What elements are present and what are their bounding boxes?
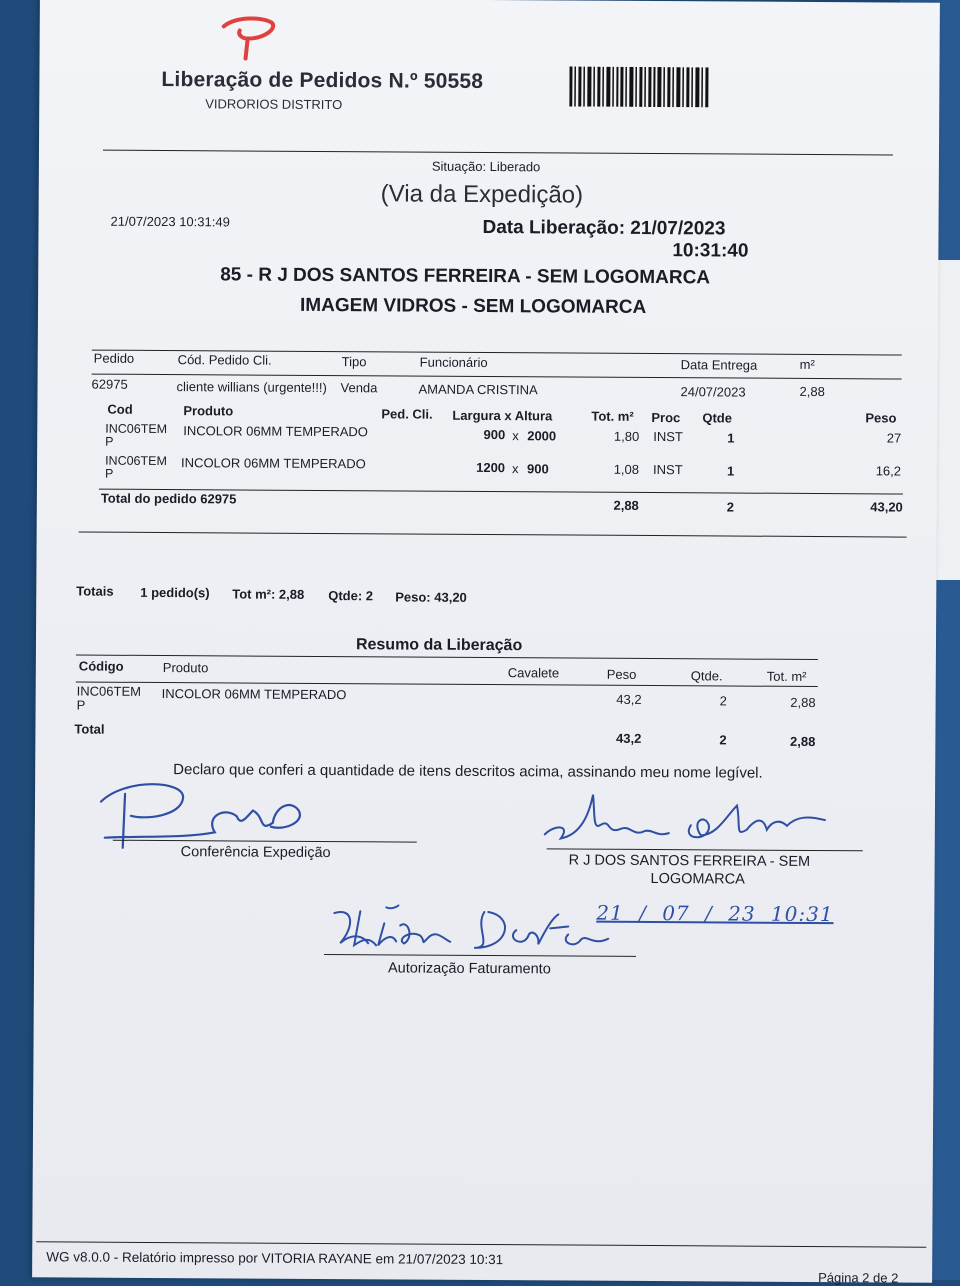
col-cod-pedido-cli-header: Cód. Pedido Cli. (177, 352, 272, 368)
item-1-tot-m2: 1,80 (613, 428, 640, 444)
item-1-proc: INST (653, 429, 683, 445)
handwritten-date: 21 / 07 / 23 10:31 (596, 900, 834, 927)
col-pedido-header: Pedido (93, 350, 135, 366)
totals-label: Totais (76, 583, 114, 599)
item-2-product: INCOLOR 06MM TEMPERADO (181, 455, 366, 472)
summary-total-tot-m2: 2,88 (790, 733, 816, 750)
summary-tot-m2-header: Tot. m² (766, 668, 807, 684)
summary-title: Resumo da Liberação (355, 636, 523, 655)
printed-timestamp: 21/07/2023 10:31:49 (110, 213, 230, 230)
autorizacao-label: Autorização Faturamento (387, 960, 551, 978)
copy-type: (Via da Expedição) (380, 180, 584, 209)
order-total-qtde: 2 (726, 499, 735, 515)
summary-total-peso: 43,2 (616, 730, 642, 746)
item-2-qtde: 1 (726, 463, 735, 479)
header-divider (103, 150, 893, 156)
conferencia-label: Conferência Expedição (180, 844, 331, 862)
summary-row-code-suffix: P (76, 697, 86, 713)
item-2-times: x (512, 461, 519, 477)
item-1-qtde: 1 (727, 430, 735, 446)
summary-total-label: Total (74, 721, 105, 737)
item-cod-header: Cod (107, 401, 133, 417)
item-2-proc: INST (652, 462, 683, 478)
document-title: Liberação de Pedidos N.º 50558 (161, 68, 484, 93)
item-1-code-suffix: P (105, 434, 114, 449)
order-number: 62975 (91, 376, 128, 392)
client-signature-icon (541, 784, 831, 852)
item-largura-altura-header: Largura x Altura (452, 407, 553, 424)
release-date: Data Liberação: 21/07/2023 (482, 216, 726, 240)
item-1-width: 900 (483, 426, 506, 443)
company-logo-icon (218, 12, 278, 62)
client-subtitle: IMAGEM VIDROS - SEM LOGOMARCA (299, 294, 647, 318)
order-total-peso: 43,20 (870, 499, 903, 515)
summary-cavalete-header: Cavalete (507, 665, 560, 681)
item-1-times: x (512, 428, 519, 444)
item-2-tot-m2: 1,08 (613, 461, 640, 477)
item-1-peso: 27 (886, 430, 902, 446)
totals-m2: Tot m²: 2,88 (232, 586, 305, 602)
order-bottom-divider (79, 532, 907, 538)
summary-row-peso: 43,2 (616, 691, 642, 707)
item-2-height: 900 (527, 461, 549, 477)
totals-peso: Peso: 43,20 (395, 589, 467, 605)
item-2-peso: 16,2 (875, 463, 902, 479)
col-tipo-header: Tipo (341, 354, 367, 370)
col-funcionario-header: Funcionário (419, 354, 488, 371)
summary-row-product: INCOLOR 06MM TEMPERADO (161, 686, 347, 703)
barcode-icon (569, 66, 709, 107)
item-qtde-header: Qtde (702, 410, 733, 426)
status-label: Situação: Liberado (431, 158, 541, 175)
client-order-code: cliente willians (urgente!!!) (176, 379, 327, 396)
col-m2-header: m² (799, 356, 815, 373)
declaration-text: Declaro que conferi a quantidade de itens descritos acima, assinando meu nome legível. (173, 761, 763, 782)
item-proc-header: Proc (651, 410, 681, 426)
document-page (32, 0, 940, 1286)
page-number: Página 2 de 2 (818, 1270, 899, 1286)
item-1-product: INCOLOR 06MM TEMPERADO (183, 423, 369, 440)
item-2-width: 1200 (476, 459, 506, 476)
totals-orders: 1 pedido(s) (140, 584, 210, 601)
summary-total-qtde: 2 (719, 732, 727, 748)
order-total-m2: 2,88 (613, 497, 639, 513)
footer-printed-by: WG v8.0.0 - Relatório impresso por VITORIA RAYANE em 21/07/2023 10:31 (46, 1249, 504, 1268)
client-signature-label: R J DOS SANTOS FERREIRA - SEM (568, 852, 811, 870)
order-type: Venda (340, 380, 378, 396)
summary-peso-header: Peso (606, 666, 637, 682)
client-name: 85 - R J DOS SANTOS FERREIRA - SEM LOGOMARCA (220, 264, 711, 289)
summary-row-tot-m2: 2,88 (790, 694, 816, 711)
item-ped-cli-header: Ped. Cli. (381, 406, 433, 422)
summary-row-qtde: 2 (719, 693, 727, 709)
order-total-label: Total do pedido 62975 (100, 490, 237, 507)
summary-codigo-header: Código (78, 658, 124, 674)
delivery-date: 24/07/2023 (680, 384, 746, 400)
autorizacao-signature-icon (324, 897, 614, 963)
summary-row-code: INC06TEM (76, 683, 142, 699)
item-1-code: INC06TEM (105, 421, 168, 437)
item-1-height: 2000 (527, 428, 557, 444)
footer-divider (36, 1241, 926, 1247)
item-peso-header: Peso (865, 410, 897, 426)
summary-qtde-header: Qtde. (690, 668, 723, 684)
item-2-code-suffix: P (104, 466, 114, 481)
company-name: VIDRORIOS DISTRITO (205, 96, 343, 113)
item-tot-m2-header: Tot. m² (591, 408, 634, 424)
client-signature-label-2: LOGOMARCA (650, 871, 745, 888)
col-data-entrega-header: Data Entrega (680, 357, 758, 373)
employee-name: AMANDA CRISTINA (418, 381, 538, 398)
order-m2: 2,88 (799, 383, 825, 400)
totals-qtde: Qtde: 2 (328, 588, 374, 604)
item-2-code: INC06TEM (105, 453, 167, 469)
summary-produto-header: Produto (162, 660, 209, 676)
item-produto-header: Produto (183, 403, 234, 419)
release-time: 10:31:40 (672, 240, 749, 262)
